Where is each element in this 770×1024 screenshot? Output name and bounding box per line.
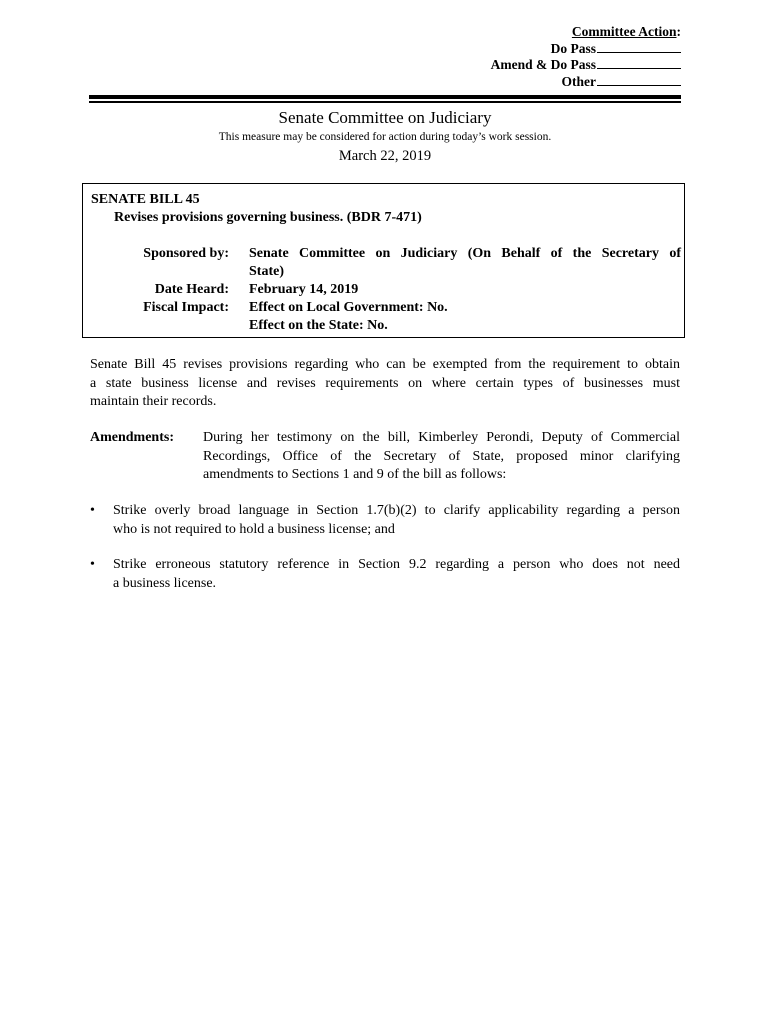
amendments-label: Amendments: (90, 430, 174, 445)
amend-do-pass-blank (597, 57, 681, 69)
amendments-line: Recordings, Office of the Secretary of State, proposed minor clarifying (203, 448, 680, 464)
amendments-line: During her testimony on the bill, Kimberley Perondi, Deputy of Commercial (203, 430, 680, 445)
summary-line: a state business license and revises requirements on where certain types of businesses must (90, 375, 680, 391)
date-heard-value: February 14, 2019 (249, 282, 359, 297)
fiscal-impact-label: Fiscal Impact: (143, 300, 229, 315)
fiscal-impact-state: Effect on the State: No. (249, 318, 388, 333)
header-rule-thin (89, 101, 681, 103)
amendments-line: amendments to Sections 1 and 9 of the bill as follows: (203, 467, 507, 482)
bullet-line: Strike overly broad language in Section 1.7(b)(2) to clarify applicability regarding a person (113, 503, 680, 518)
bill-summary-paragraph (90, 356, 680, 412)
sponsored-by-value-line1: Senate Committee on Judiciary (On Behalf of the Secretary of (249, 246, 681, 261)
bullet-icon: • (90, 557, 95, 572)
bill-summary-box (82, 183, 685, 338)
sponsored-by-label: Sponsored by: (143, 246, 229, 261)
action-row-other (461, 74, 681, 91)
action-option-label: Other (561, 73, 596, 89)
summary-line: maintain their records. (90, 394, 217, 409)
other-blank (597, 74, 681, 86)
committee-title: Senate Committee on Judiciary (278, 108, 492, 127)
committee-action-title: Committee Action (571, 24, 677, 39)
sponsored-by-value-line2: State) (249, 264, 284, 279)
committee-action-colon: : (676, 24, 681, 39)
bullet-text (113, 502, 680, 539)
action-row-amend-do-pass (461, 57, 681, 74)
committee-action-block (461, 24, 681, 90)
committee-action-heading (461, 24, 681, 41)
work-session-date: March 22, 2019 (338, 148, 432, 164)
consideration-note: This measure may be considered for action during today’s work session. (218, 131, 552, 143)
bullet-line: Strike erroneous statutory reference in Section 9.2 regarding a person who does not need (113, 557, 680, 572)
action-option-label: Amend & Do Pass (490, 57, 596, 72)
summary-line: Senate Bill 45 revises provisions regarding who can be exempted from the requirement to obtain (90, 357, 680, 372)
amendments-text (203, 429, 680, 485)
bill-description: Revises provisions governing business. (BDR 7-471) (114, 210, 422, 225)
action-option-label: Do Pass (550, 40, 596, 56)
bullet-icon: • (90, 503, 95, 518)
action-row-do-pass (461, 41, 681, 58)
do-pass-blank (597, 41, 681, 53)
date-heard-label: Date Heard: (154, 282, 229, 297)
fiscal-impact-local: Effect on Local Government: No. (249, 300, 448, 315)
bill-number: SENATE BILL 45 (91, 192, 200, 207)
bullet-line: who is not required to hold a business license; and (113, 521, 395, 537)
bullet-line: a business license. (113, 575, 217, 591)
header-rule-thick (89, 95, 681, 99)
bullet-text (113, 556, 680, 593)
